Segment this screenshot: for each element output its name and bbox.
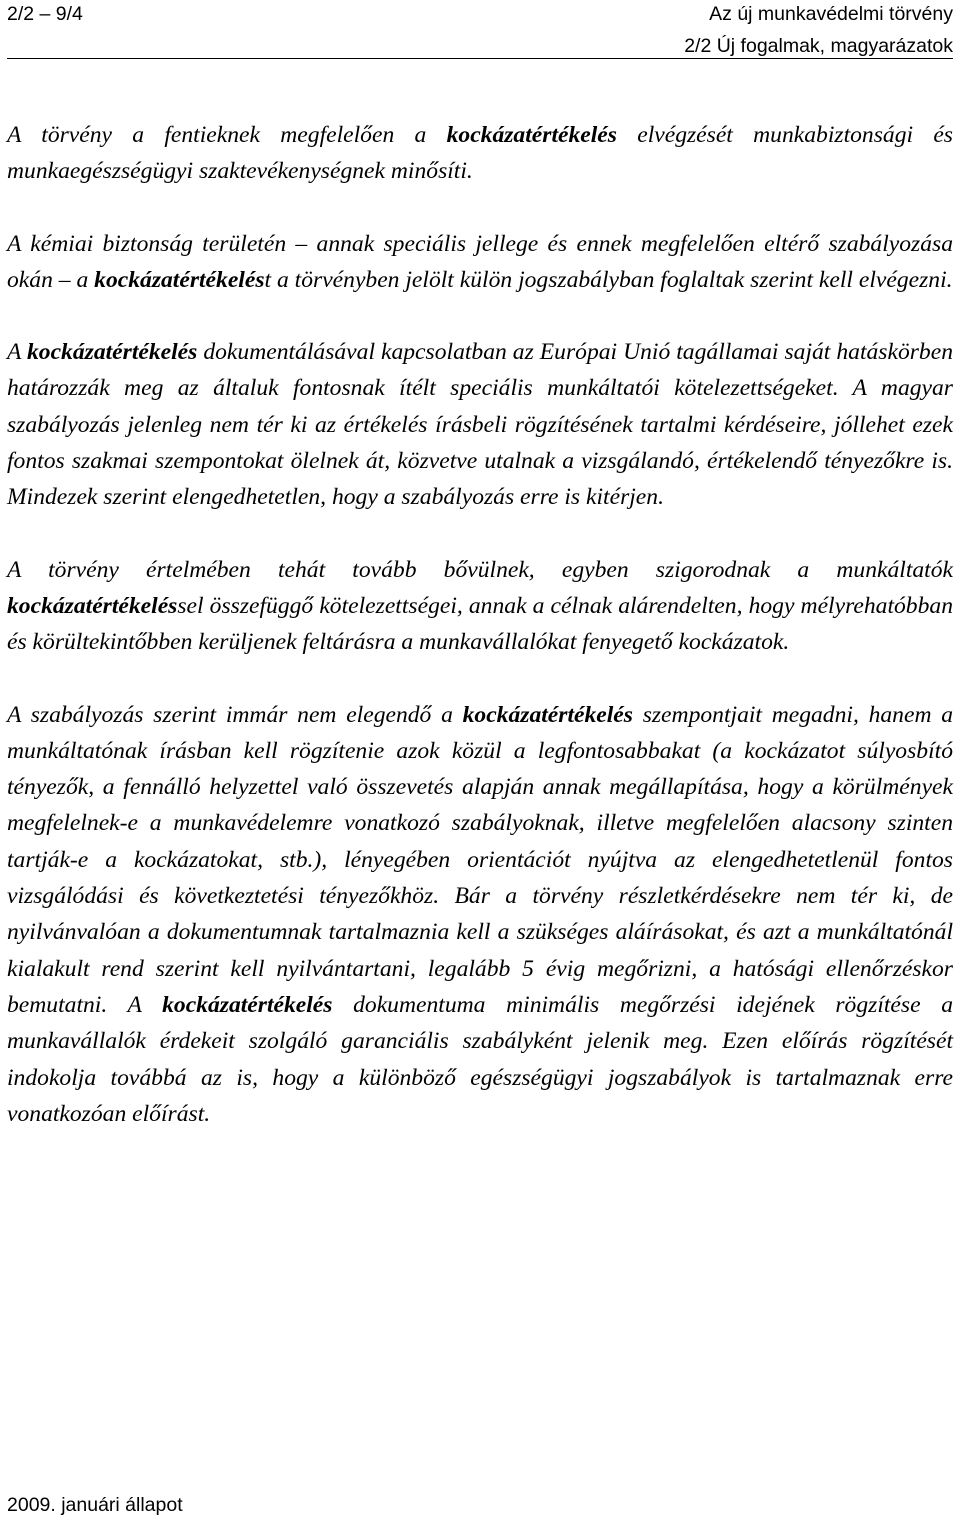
paragraph-text: sel összefüggő kötelezettségei, annak a célnak alárendelten, hogy mélyrehatóbban és körültekintőbben kerüljenek feltárásra a munkavállalókat fenyegető kockázatok. bbox=[7, 592, 953, 656]
document-title: Az új munkavédelmi törvény bbox=[709, 3, 953, 25]
paragraph-text: A bbox=[7, 339, 27, 366]
paragraph bbox=[7, 334, 953, 515]
paragraph-text: dokumentálásával kapcsolatban az Európai Unió tagállamai saját hatáskörben határozzák meg az általuk fontosnak ítélt speciális munkáltatói kötelezettségeket. A magyar szabályozás jelenleg nem tér ki az értékelés írásbeli rögzítésének tartalmi kérdéseire, jóllehet ezek fontos szakmai szempontokat ölelnek át, közvetve utalnak a vizsgálandó, értékelendő tényezőkre is. Mindezek szerint elengedhetetlen, hogy a szabályozás erre is kitérjen. bbox=[7, 339, 953, 511]
bold-term: kockázatértékelés bbox=[94, 266, 265, 293]
page-number: 2/2 – 9/4 bbox=[7, 3, 83, 25]
paragraph-text: A törvény értelmében tehát tovább bővülnek, egyben szigorodnak a munkáltatók bbox=[7, 556, 953, 583]
paragraph bbox=[7, 697, 953, 1133]
paragraph bbox=[7, 552, 953, 661]
paragraph-text: A törvény a fentieknek megfelelően a bbox=[7, 122, 447, 148]
paragraph-text: elvégzését munkabiztonsági és munkaegészségügyi szaktevékenységnek minősíti. bbox=[7, 122, 953, 185]
page-header bbox=[7, 0, 953, 59]
paragraph-text: szempontjait megadni, hanem a munkáltatónak írásban kell rögzítenie azok közül a legfontosabbakat (a kockázatot súlyosbító tényezők, a fennálló helyzettel való összevetés alapján annak megállapítása, hogy a körülmények megfelelnek-e a munkavédelemre vonatkozó szabályoknak, illetve megfelelően alacsony szinten tartják-e a kockázatokat, stb.), lényegében orientációt nyújtva az elengedhetetlenül fontos vizsgálódási és következtetési tényezőkhöz. Bár a törvény részletkérdésekre nem tér ki, de nyilvánvalóan a dokumentumnak tartalmaznia kell a szükséges aláírásokat, és azt a munkáltatónál kialakult rend szerint kell nyilvántartani, legalább 5 évig megőrizni, a hatósági ellenőrzéskor bemutatni. A bbox=[7, 701, 954, 1018]
body-text bbox=[7, 117, 953, 1168]
paragraph-text: dokumentuma minimális megőrzési idejének rögzítése a munkavállalók érdekeit szolgáló garanciális szabályként jelenik meg. Ezen előírás rögzítését indokolja továbbá az is, hogy a különböző egészségügyi jogszabályok is tartalmaznak erre vonatkozóan előírást. bbox=[7, 991, 953, 1127]
bold-term: kockázatértékelés bbox=[446, 122, 617, 148]
paragraph-text: t a törvényben jelölt külön jogszabályban foglaltak szerint kell elvégezni. bbox=[264, 266, 953, 293]
paragraph bbox=[7, 117, 953, 190]
paragraph-text: A szabályozás szerint immár nem elegendő a bbox=[7, 701, 463, 728]
paragraph bbox=[7, 226, 953, 299]
bold-term: kockázatértékelés bbox=[7, 592, 178, 619]
section-title: 2/2 Új fogalmak, magyarázatok bbox=[684, 35, 953, 57]
page-footer: 2009. januári állapot bbox=[7, 1494, 183, 1516]
paragraph-text: A kémiai biztonság területén – annak speciális jellege és ennek megfelelően eltérő szabályozása okán – a bbox=[7, 230, 953, 293]
bold-term: kockázatértékelés bbox=[26, 339, 198, 366]
bold-term: kockázatértékelés bbox=[462, 701, 633, 728]
bold-term: kockázatértékelés bbox=[162, 991, 333, 1018]
